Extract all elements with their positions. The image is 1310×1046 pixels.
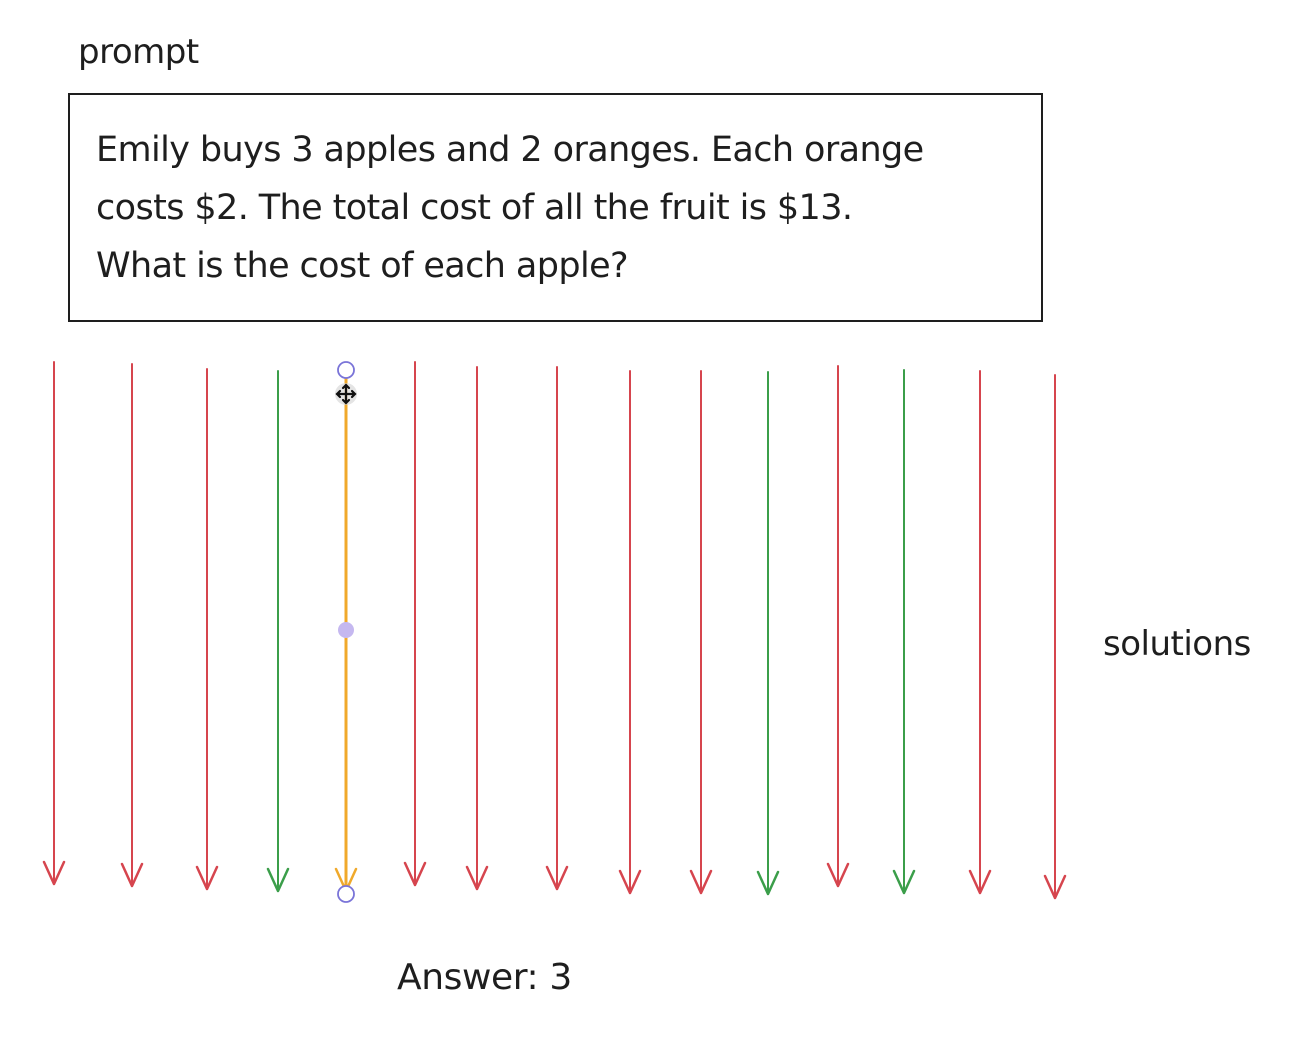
solution-arrow-14[interactable] xyxy=(970,371,990,893)
selection-handle-bottom[interactable] xyxy=(338,886,354,902)
answer-label: Answer: 3 xyxy=(397,957,572,998)
solution-arrow-10[interactable] xyxy=(691,371,711,893)
solution-arrow-15[interactable] xyxy=(1045,375,1065,898)
solution-arrow-9[interactable] xyxy=(620,371,640,893)
move-cursor-icon xyxy=(335,383,357,405)
solution-arrow-11[interactable] xyxy=(758,372,778,894)
solution-arrow-6[interactable] xyxy=(405,362,425,885)
solution-arrow-7[interactable] xyxy=(467,367,487,889)
solution-arrow-13[interactable] xyxy=(894,370,914,893)
solution-arrow-8[interactable] xyxy=(547,367,567,889)
midpoint-handle[interactable] xyxy=(338,622,354,638)
solution-arrow-12[interactable] xyxy=(828,366,848,886)
selection-handle-top[interactable] xyxy=(338,362,354,378)
solution-arrow-3[interactable] xyxy=(197,369,217,889)
solution-arrow-2[interactable] xyxy=(122,364,142,886)
solution-arrow-1[interactable] xyxy=(44,362,64,884)
prompt-label: prompt xyxy=(78,32,199,72)
solutions-label: solutions xyxy=(1103,624,1251,664)
solution-arrow-5[interactable] xyxy=(335,362,357,902)
solution-arrow-4[interactable] xyxy=(268,371,288,891)
prompt-text: Emily buys 3 apples and 2 oranges. Each orange costs $2. The total cost of all the fruit is $13. What is the cost of each apple? xyxy=(96,130,924,286)
